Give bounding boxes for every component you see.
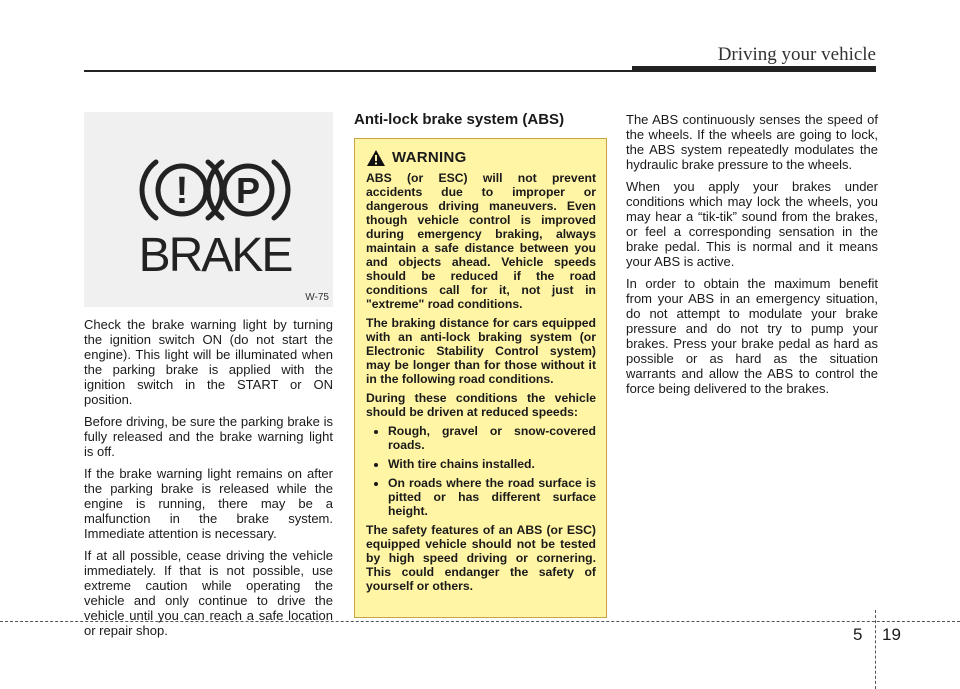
footer-rule: [0, 621, 960, 622]
warning-bullet: • With tire chains installed.: [388, 457, 596, 471]
warning-paragraph: ABS (or ESC) will not prevent accidents due to improper or dangerous driving maneuvers. Even though vehicle control is improved during emergency braking, always maintain a safe distance between you and objects ahead. Vehicle speeds should be reduced if the road conditions call for it, not just in "extreme" road conditions.: [366, 171, 596, 311]
right-paragraph: In order to obtain the maximum benefit from your ABS in an emergency situation, do not attempt to modulate your brake pressure and do not try to pump your brakes. Press your brake pedal as hard as possible or as hard as the situation warrants and allow the ABS to control the force being delivered to the brakes.: [626, 276, 878, 396]
warning-paragraph: The braking distance for cars equipped with an anti-lock braking system (or Electronic Stability Control system) may be longer than for those without it in the following road conditions.: [366, 316, 596, 386]
left-paragraph: Check the brake warning light by turning the ignition switch ON (do not start the engine). This light will be illuminated when the parking brake is applied with the ignition switch in the START or ON position.: [84, 317, 333, 407]
parking-glyph: P: [235, 170, 261, 211]
right-column: [626, 112, 878, 403]
brake-warning-light-icon: [84, 112, 333, 307]
abs-section-title: Anti-lock brake system (ABS): [354, 111, 565, 128]
exclaim-glyph: !: [175, 170, 189, 212]
footer-divider: [875, 610, 876, 689]
page-number: 19: [882, 625, 901, 644]
warning-bullet: • Rough, gravel or snow-covered roads.: [388, 424, 596, 452]
left-paragraph: Before driving, be sure the parking brake is fully released and the brake warning light is off.: [84, 414, 333, 459]
brake-warning-figure: [84, 112, 333, 307]
left-column: [84, 317, 333, 645]
warning-paragraph: During these conditions the vehicle should be driven at reduced speeds:: [366, 391, 596, 419]
page-header-title: Driving your vehicle: [717, 44, 876, 65]
right-paragraph: When you apply your brakes under conditions which may lock the wheels, you may hear a “tik-tik” sound from the brakes, or feel a corresponding sensation in the brake pedal. This is normal and it means your ABS is active.: [626, 179, 878, 269]
warning-triangle-icon: [366, 149, 386, 167]
brake-word: BRAKE: [138, 229, 292, 282]
warning-bullet-list: [366, 424, 596, 518]
left-paragraph: If the brake warning light remains on after the parking brake is released while the engine is running, there may be a malfunction in the brake system. Immediate attention is necessary.: [84, 466, 333, 541]
left-paragraph: If at all possible, cease driving the vehicle immediately. If that is not possible, use extreme caution while operating the vehicle and only continue to drive the vehicle until you can reach a safe location or repair shop.: [84, 548, 333, 638]
header-rule-bold: [632, 66, 876, 72]
warning-paragraph: The safety features of an ABS (or ESC) equipped vehicle should not be tested by high speed driving or cornering. This could endanger the safety of yourself or others.: [366, 523, 596, 593]
warning-title: WARNING: [392, 149, 467, 166]
warning-bullet: • On roads where the road surface is pitted or has different surface height.: [388, 476, 596, 518]
warning-box: [354, 138, 607, 618]
page-chapter-number: 5: [853, 625, 863, 644]
warning-header: [366, 149, 596, 167]
figure-code: W-75: [305, 292, 329, 303]
right-paragraph: The ABS continuously senses the speed of the wheels. If the wheels are going to lock, the ABS system repeatedly modulates the hydraulic brake pressure to the wheels.: [626, 112, 878, 172]
